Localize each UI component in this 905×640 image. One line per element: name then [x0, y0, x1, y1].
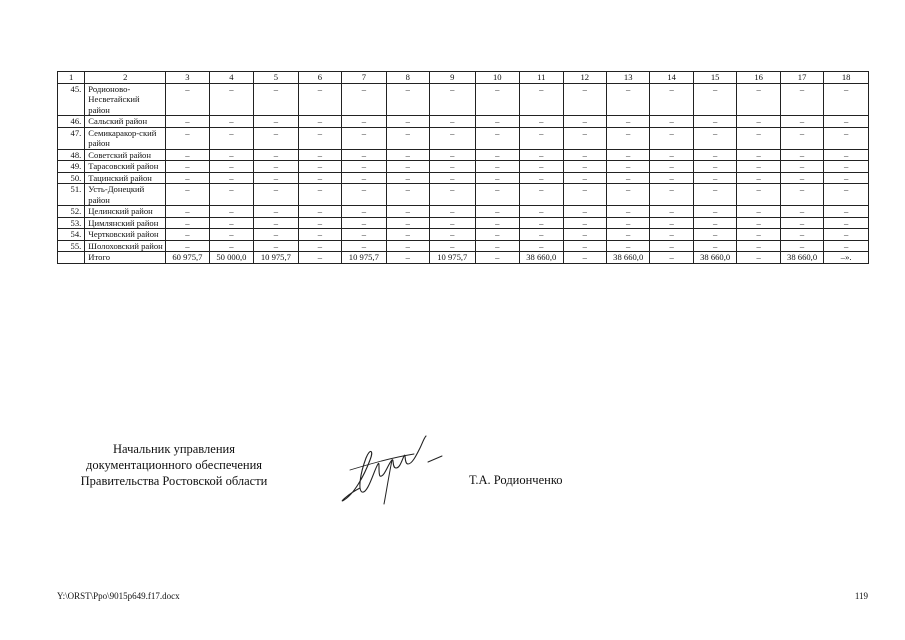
data-table — [57, 71, 869, 264]
cell-col-16: – — [737, 252, 780, 264]
cell-col-4: – — [209, 240, 253, 252]
cell-col-7: – — [342, 217, 386, 229]
column-header-9: 9 — [430, 72, 476, 84]
cell-col-10: – — [475, 229, 519, 241]
cell-col-11: – — [520, 127, 563, 149]
table-row — [58, 116, 869, 128]
column-header-18: 18 — [824, 72, 869, 84]
cell-col-3: – — [166, 149, 209, 161]
signer-name: Т.А. Родионченко — [469, 473, 563, 487]
cell-col-8: – — [386, 83, 429, 116]
cell-col-5: – — [254, 161, 298, 173]
cell-col-11: – — [520, 83, 563, 116]
cell-col-5: – — [254, 229, 298, 241]
table-row — [58, 240, 869, 252]
cell-col-13: 38 660,0 — [606, 252, 649, 264]
cell-col-7: – — [342, 161, 386, 173]
cell-col-3: – — [166, 217, 209, 229]
cell-col-12: – — [563, 252, 606, 264]
row-number: 51. — [58, 184, 85, 206]
cell-col-11: – — [520, 184, 563, 206]
cell-col-15: – — [693, 83, 736, 116]
row-number: 48. — [58, 149, 85, 161]
cell-col-5: – — [254, 217, 298, 229]
cell-col-5: – — [254, 149, 298, 161]
table-row — [58, 229, 869, 241]
column-header-4: 4 — [209, 72, 253, 84]
district-name: Усть-Донецкий район — [85, 184, 166, 206]
cell-col-4: – — [209, 116, 253, 128]
cell-col-8: – — [386, 172, 429, 184]
cell-col-6: – — [298, 161, 341, 173]
cell-col-12: – — [563, 127, 606, 149]
column-header-10: 10 — [475, 72, 519, 84]
cell-col-18: – — [824, 206, 869, 218]
cell-col-7: – — [342, 172, 386, 184]
cell-col-11: – — [520, 206, 563, 218]
cell-col-14: – — [650, 252, 693, 264]
cell-col-14: – — [650, 217, 693, 229]
cell-col-5: – — [254, 127, 298, 149]
cell-col-9: – — [430, 161, 476, 173]
column-header-11: 11 — [520, 72, 563, 84]
cell-col-13: – — [606, 161, 649, 173]
cell-col-7: – — [342, 149, 386, 161]
cell-col-14: – — [650, 83, 693, 116]
cell-col-12: – — [563, 240, 606, 252]
cell-col-4: – — [209, 161, 253, 173]
cell-col-8: – — [386, 206, 429, 218]
cell-col-10: – — [475, 127, 519, 149]
column-header-12: 12 — [563, 72, 606, 84]
row-number: 54. — [58, 229, 85, 241]
cell-col-9: – — [430, 184, 476, 206]
cell-col-9: – — [430, 116, 476, 128]
row-number — [58, 252, 85, 264]
cell-col-7: – — [342, 83, 386, 116]
table-row — [58, 83, 869, 116]
cell-col-14: – — [650, 116, 693, 128]
cell-col-15: – — [693, 161, 736, 173]
district-name: Целинский район — [85, 206, 166, 218]
cell-col-5: – — [254, 240, 298, 252]
cell-col-7: – — [342, 116, 386, 128]
cell-col-5: – — [254, 184, 298, 206]
cell-col-8: – — [386, 116, 429, 128]
cell-col-8: – — [386, 240, 429, 252]
cell-col-11: – — [520, 161, 563, 173]
file-path: Y:\ORST\Ppo\9015p649.f17.docx — [57, 591, 180, 601]
cell-col-8: – — [386, 127, 429, 149]
cell-col-11: – — [520, 217, 563, 229]
cell-col-5: – — [254, 116, 298, 128]
cell-col-16: – — [737, 206, 780, 218]
district-name: Сальский район — [85, 116, 166, 128]
cell-col-8: – — [386, 149, 429, 161]
cell-col-3: – — [166, 240, 209, 252]
page-number: 119 — [854, 591, 868, 601]
cell-col-8: – — [386, 252, 429, 264]
cell-col-6: – — [298, 127, 341, 149]
column-header-13: 13 — [606, 72, 649, 84]
table-row — [58, 172, 869, 184]
cell-col-10: – — [475, 240, 519, 252]
cell-col-18: – — [824, 127, 869, 149]
cell-col-15: – — [693, 149, 736, 161]
cell-col-17: – — [780, 240, 823, 252]
cell-col-12: – — [563, 206, 606, 218]
column-header-14: 14 — [650, 72, 693, 84]
cell-col-18: – — [824, 116, 869, 128]
cell-col-3: – — [166, 172, 209, 184]
cell-col-12: – — [563, 229, 606, 241]
cell-col-8: – — [386, 161, 429, 173]
cell-col-7: – — [342, 240, 386, 252]
cell-col-13: – — [606, 172, 649, 184]
cell-col-18: – — [824, 161, 869, 173]
cell-col-18: – — [824, 229, 869, 241]
cell-col-15: – — [693, 217, 736, 229]
cell-col-15: – — [693, 116, 736, 128]
cell-col-15: – — [693, 229, 736, 241]
row-number: 45. — [58, 83, 85, 116]
cell-col-10: – — [475, 161, 519, 173]
cell-col-17: 38 660,0 — [780, 252, 823, 264]
column-header-16: 16 — [737, 72, 780, 84]
cell-col-10: – — [475, 217, 519, 229]
cell-col-18: – — [824, 149, 869, 161]
cell-col-18: – — [824, 83, 869, 116]
cell-col-16: – — [737, 149, 780, 161]
cell-col-3: – — [166, 127, 209, 149]
cell-col-13: – — [606, 184, 649, 206]
cell-col-6: – — [298, 252, 341, 264]
position-line-1: Начальник управления — [113, 442, 235, 456]
cell-col-16: – — [737, 172, 780, 184]
district-name: Родионово-Несветайский район — [85, 83, 166, 116]
cell-col-8: – — [386, 184, 429, 206]
cell-col-10: – — [475, 116, 519, 128]
cell-col-13: – — [606, 83, 649, 116]
cell-col-10: – — [475, 206, 519, 218]
cell-col-6: – — [298, 149, 341, 161]
cell-col-12: – — [563, 217, 606, 229]
column-header-8: 8 — [386, 72, 429, 84]
cell-col-18: – — [824, 172, 869, 184]
column-header-2: 2 — [85, 72, 166, 84]
cell-col-12: – — [563, 116, 606, 128]
cell-col-12: – — [563, 184, 606, 206]
total-row — [58, 252, 869, 264]
cell-col-3: 60 975,7 — [166, 252, 209, 264]
cell-col-15: – — [693, 206, 736, 218]
cell-col-3: – — [166, 116, 209, 128]
column-header-15: 15 — [693, 72, 736, 84]
column-header-6: 6 — [298, 72, 341, 84]
row-number: 49. — [58, 161, 85, 173]
row-number: 52. — [58, 206, 85, 218]
cell-col-4: – — [209, 217, 253, 229]
cell-col-13: – — [606, 229, 649, 241]
cell-col-13: – — [606, 206, 649, 218]
cell-col-17: – — [780, 161, 823, 173]
cell-col-11: – — [520, 172, 563, 184]
row-number: 53. — [58, 217, 85, 229]
cell-col-15: – — [693, 172, 736, 184]
cell-col-6: – — [298, 83, 341, 116]
cell-col-14: – — [650, 206, 693, 218]
table-row — [58, 161, 869, 173]
row-number: 47. — [58, 127, 85, 149]
cell-col-16: – — [737, 161, 780, 173]
cell-col-11: – — [520, 149, 563, 161]
cell-col-16: – — [737, 83, 780, 116]
cell-col-7: – — [342, 229, 386, 241]
district-name: Советский район — [85, 149, 166, 161]
row-number: 55. — [58, 240, 85, 252]
cell-col-4: – — [209, 172, 253, 184]
cell-col-6: – — [298, 206, 341, 218]
cell-col-16: – — [737, 240, 780, 252]
cell-col-6: – — [298, 229, 341, 241]
cell-col-16: – — [737, 184, 780, 206]
cell-col-14: – — [650, 172, 693, 184]
cell-col-15: – — [693, 127, 736, 149]
cell-col-10: – — [475, 252, 519, 264]
cell-col-7: – — [342, 127, 386, 149]
table-row — [58, 149, 869, 161]
cell-col-18: – — [824, 217, 869, 229]
cell-col-10: – — [475, 149, 519, 161]
cell-col-9: 10 975,7 — [430, 252, 476, 264]
cell-col-4: – — [209, 184, 253, 206]
district-name: Чертковский район — [85, 229, 166, 241]
signature-block-title — [62, 441, 286, 489]
cell-col-13: – — [606, 217, 649, 229]
cell-col-7: – — [342, 206, 386, 218]
cell-col-11: – — [520, 229, 563, 241]
cell-col-5: – — [254, 172, 298, 184]
cell-col-12: – — [563, 83, 606, 116]
cell-col-10: – — [475, 184, 519, 206]
cell-col-14: – — [650, 229, 693, 241]
cell-col-4: – — [209, 149, 253, 161]
cell-col-3: – — [166, 161, 209, 173]
cell-col-4: 50 000,0 — [209, 252, 253, 264]
cell-col-17: – — [780, 172, 823, 184]
table-row — [58, 184, 869, 206]
position-line-3: Правительства Ростовской области — [80, 474, 268, 488]
cell-col-14: – — [650, 149, 693, 161]
cell-col-7: – — [342, 184, 386, 206]
cell-col-14: – — [650, 184, 693, 206]
cell-col-17: – — [780, 217, 823, 229]
cell-col-10: – — [475, 172, 519, 184]
district-name: Шолоховский район — [85, 240, 166, 252]
cell-col-11: 38 660,0 — [520, 252, 563, 264]
cell-col-6: – — [298, 172, 341, 184]
column-header-3: 3 — [166, 72, 209, 84]
column-header-1: 1 — [58, 72, 85, 84]
cell-col-9: – — [430, 149, 476, 161]
cell-col-13: – — [606, 116, 649, 128]
district-name: Тацинский район — [85, 172, 166, 184]
cell-col-13: – — [606, 127, 649, 149]
cell-col-17: – — [780, 127, 823, 149]
table-row — [58, 206, 869, 218]
cell-col-12: – — [563, 149, 606, 161]
cell-col-8: – — [386, 229, 429, 241]
cell-col-4: – — [209, 83, 253, 116]
total-label: Итого — [85, 252, 166, 264]
cell-col-11: – — [520, 116, 563, 128]
cell-col-18: – — [824, 184, 869, 206]
cell-col-6: – — [298, 116, 341, 128]
cell-col-14: – — [650, 127, 693, 149]
cell-col-17: – — [780, 116, 823, 128]
cell-col-9: – — [430, 229, 476, 241]
cell-col-3: – — [166, 229, 209, 241]
table-row — [58, 127, 869, 149]
cell-col-15: – — [693, 184, 736, 206]
cell-col-15: 38 660,0 — [693, 252, 736, 264]
cell-col-6: – — [298, 217, 341, 229]
row-number: 50. — [58, 172, 85, 184]
cell-col-3: – — [166, 184, 209, 206]
cell-col-13: – — [606, 149, 649, 161]
cell-col-9: – — [430, 206, 476, 218]
cell-col-8: – — [386, 217, 429, 229]
cell-col-6: – — [298, 240, 341, 252]
cell-col-18: – — [824, 240, 869, 252]
cell-col-9: – — [430, 240, 476, 252]
cell-col-14: – — [650, 240, 693, 252]
cell-col-12: – — [563, 172, 606, 184]
table-body — [58, 83, 869, 263]
cell-col-17: – — [780, 83, 823, 116]
table-row — [58, 217, 869, 229]
cell-col-6: – — [298, 184, 341, 206]
cell-col-17: – — [780, 149, 823, 161]
column-header-5: 5 — [254, 72, 298, 84]
cell-col-4: – — [209, 229, 253, 241]
cell-col-5: – — [254, 206, 298, 218]
cell-col-10: – — [475, 83, 519, 116]
cell-col-4: – — [209, 206, 253, 218]
district-name: Цимлянский район — [85, 217, 166, 229]
column-header-7: 7 — [342, 72, 386, 84]
cell-col-17: – — [780, 206, 823, 218]
district-name: Семикаракор-ский район — [85, 127, 166, 149]
cell-col-17: – — [780, 184, 823, 206]
column-header-17: 17 — [780, 72, 823, 84]
table-header-row — [58, 72, 869, 84]
cell-col-5: – — [254, 83, 298, 116]
cell-col-18: –». — [824, 252, 869, 264]
cell-col-9: – — [430, 127, 476, 149]
cell-col-3: – — [166, 206, 209, 218]
cell-col-5: 10 975,7 — [254, 252, 298, 264]
cell-col-16: – — [737, 229, 780, 241]
position-line-2: документационного обеспечения — [85, 458, 263, 472]
cell-col-16: – — [737, 217, 780, 229]
cell-col-16: – — [737, 127, 780, 149]
cell-col-16: – — [737, 116, 780, 128]
cell-col-9: – — [430, 83, 476, 116]
cell-col-15: – — [693, 240, 736, 252]
row-number: 46. — [58, 116, 85, 128]
handwritten-signature-icon — [330, 430, 450, 508]
cell-col-9: – — [430, 217, 476, 229]
cell-col-14: – — [650, 161, 693, 173]
district-name: Тарасовский район — [85, 161, 166, 173]
cell-col-17: – — [780, 229, 823, 241]
cell-col-12: – — [563, 161, 606, 173]
cell-col-7: 10 975,7 — [342, 252, 386, 264]
cell-col-13: – — [606, 240, 649, 252]
cell-col-4: – — [209, 127, 253, 149]
cell-col-11: – — [520, 240, 563, 252]
cell-col-9: – — [430, 172, 476, 184]
cell-col-3: – — [166, 83, 209, 116]
